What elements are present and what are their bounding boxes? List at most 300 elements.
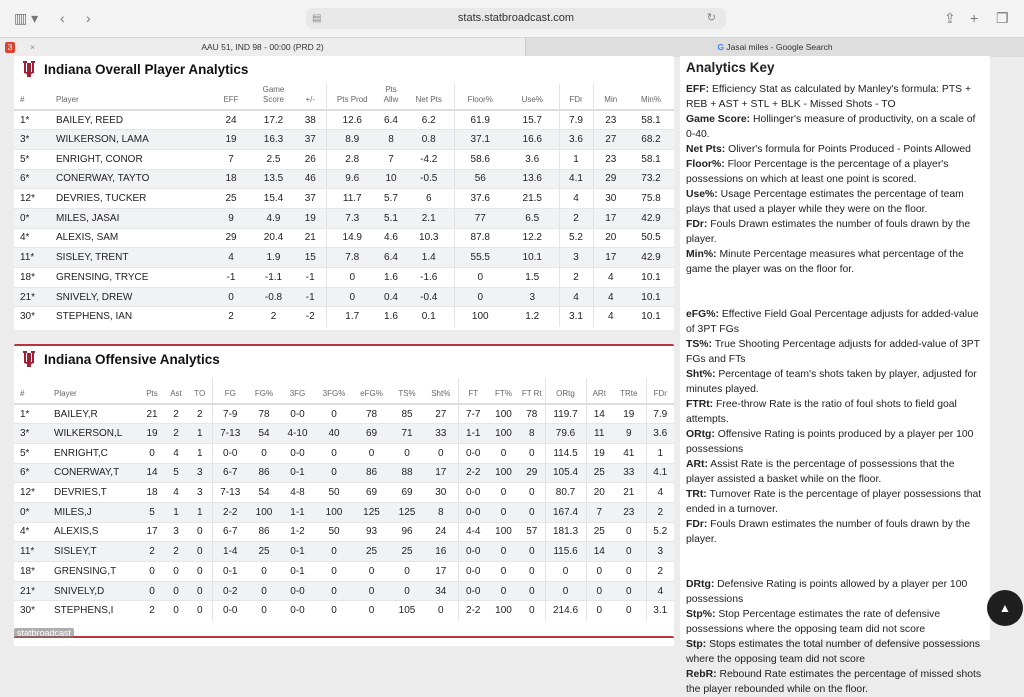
stat-cell: 7 (586, 502, 612, 522)
key-definition: True Shooting Percentage adjusts for added-value of 3PT FGs and FTs (686, 339, 980, 365)
stat-cell: 1.9 (252, 248, 295, 268)
tab-game[interactable] (0, 38, 525, 57)
player-name: BAILEY,R (48, 404, 140, 424)
stat-cell: 4.6 (378, 228, 404, 248)
stat-cell: 58.1 (628, 110, 674, 130)
key-definition: Effective Field Goal Percentage adjusts for added-value of 3PT FGs (686, 309, 979, 335)
stat-cell: 5.2 (559, 228, 593, 248)
stat-cell: 0 (488, 443, 519, 463)
player-row[interactable] (14, 130, 674, 150)
section-title: Indiana Overall Player Analytics (44, 61, 249, 77)
stat-cell: 38 (295, 110, 326, 130)
player-row[interactable] (14, 601, 674, 621)
stat-cell: 7-13 (212, 483, 248, 503)
key-definition: Free-throw Rate is the ratio of foul shots to field goal attempts. (686, 399, 957, 425)
stat-cell: 14 (586, 542, 612, 562)
stat-cell: 4.1 (559, 169, 593, 189)
player-name: SISLEY,T (48, 542, 140, 562)
stat-cell: 58.6 (454, 149, 506, 169)
player-row[interactable] (14, 208, 674, 228)
stat-cell: 0 (210, 287, 252, 307)
stat-cell: 21 (295, 228, 326, 248)
column-header[interactable]: 3FG% (315, 378, 353, 404)
stat-cell: 18 (140, 483, 164, 503)
share-icon[interactable]: ⇪ (944, 10, 956, 26)
stat-cell: 78 (353, 404, 390, 424)
jersey-number: 21* (14, 287, 50, 307)
stat-cell: 0-1 (280, 463, 315, 483)
stat-cell: 29 (519, 463, 545, 483)
stat-cell: 0 (586, 562, 612, 582)
column-header[interactable]: FG (212, 378, 248, 404)
stat-cell: 1.6 (378, 307, 404, 327)
stat-cell: 0 (248, 601, 280, 621)
column-header[interactable]: EFF (210, 84, 252, 110)
column-header[interactable]: # (14, 84, 50, 110)
stat-cell: 19 (140, 424, 164, 444)
stat-cell: 0 (519, 542, 545, 562)
stat-cell: 9 (612, 424, 646, 444)
key-definition: Assist Rate is the percentage of possessions that the player assisted a basket while on the floor. (686, 459, 955, 485)
stat-cell: 3.6 (506, 149, 559, 169)
stat-cell: 4 (646, 581, 674, 601)
player-row[interactable] (14, 483, 674, 503)
stat-cell: 0 (519, 581, 545, 601)
player-row[interactable] (14, 169, 674, 189)
stat-cell: 2 (559, 208, 593, 228)
stat-cell: 105.4 (545, 463, 586, 483)
stat-cell: 100 (248, 502, 280, 522)
stat-cell: 78 (248, 404, 280, 424)
stat-cell: 37 (295, 189, 326, 209)
stat-cell: 6.2 (404, 110, 454, 130)
key-term: TRt: (686, 489, 707, 500)
stat-cell: 0 (326, 287, 378, 307)
player-row[interactable] (14, 463, 674, 483)
column-header[interactable]: FG% (248, 378, 280, 404)
tabs-overview-icon[interactable]: ❐ (996, 10, 1009, 26)
stat-cell: 0 (612, 581, 646, 601)
key-definition: Percentage of team's shots taken by player, adjusted for minutes played. (686, 369, 977, 395)
stat-cell: 3 (188, 463, 212, 483)
key-definition: Stops estimates the total number of defensive possessions where the opposing team did not score (686, 639, 980, 665)
stat-cell: 2.8 (326, 149, 378, 169)
tab-bar (0, 37, 1024, 56)
key-entry (686, 577, 984, 607)
column-header[interactable]: Use% (506, 84, 559, 110)
stat-cell: 0 (545, 581, 586, 601)
stat-cell: 12.2 (506, 228, 559, 248)
stat-cell: 0 (390, 562, 424, 582)
overall-analytics-table (14, 84, 674, 327)
stat-cell: 0-0 (458, 502, 488, 522)
stat-cell: 0 (140, 581, 164, 601)
column-header[interactable]: FT (458, 378, 488, 404)
stat-cell: 100 (488, 601, 519, 621)
column-header[interactable]: Floor% (454, 84, 506, 110)
jersey-number: 11* (14, 542, 48, 562)
stat-cell: 4 (593, 307, 628, 327)
stat-cell: 16.6 (506, 130, 559, 150)
scroll-to-top-button[interactable]: ▲ (987, 590, 1023, 626)
column-header[interactable]: TO (188, 378, 212, 404)
stat-cell: 0 (164, 581, 188, 601)
column-header[interactable]: ORtg (545, 378, 586, 404)
column-header[interactable]: FDr (559, 84, 593, 110)
stat-cell: 2 (559, 268, 593, 288)
stat-cell: 0-0 (212, 601, 248, 621)
jersey-number: 0* (14, 502, 48, 522)
stat-cell: 30 (593, 189, 628, 209)
key-entry (686, 487, 984, 517)
key-entry (686, 157, 984, 187)
player-row[interactable] (14, 248, 674, 268)
column-header[interactable]: Sht% (424, 378, 458, 404)
stat-cell: 0 (612, 562, 646, 582)
stat-cell: 2 (646, 562, 674, 582)
stat-cell: 1.4 (404, 248, 454, 268)
tab-google-search[interactable] (525, 38, 1024, 57)
stat-cell: 12.6 (326, 110, 378, 130)
stat-cell: 114.5 (545, 443, 586, 463)
stat-cell: 0-0 (458, 581, 488, 601)
reload-icon[interactable]: ↻ (706, 12, 716, 24)
stat-cell: 14 (586, 404, 612, 424)
player-row[interactable] (14, 228, 674, 248)
stat-cell: 17 (424, 463, 458, 483)
stat-cell: 3 (506, 287, 559, 307)
stat-cell: 0 (390, 443, 424, 463)
stat-cell: 17 (593, 208, 628, 228)
stat-cell: -0.5 (404, 169, 454, 189)
stat-cell: -1 (295, 268, 326, 288)
key-definition: Defensive Rating is points allowed by a player per 100 possessions (686, 579, 968, 605)
key-definition: Efficiency Stat as calculated by Manley's formula: PTS + REB + AST + STL + BLK - Missed Shots - TO (686, 84, 972, 110)
player-name: SNIVELY,D (48, 581, 140, 601)
stat-cell: 5.7 (378, 189, 404, 209)
stat-cell: 19 (295, 208, 326, 228)
stat-cell: 2 (646, 502, 674, 522)
player-name: ALEXIS,S (48, 522, 140, 542)
stat-cell: 119.7 (545, 404, 586, 424)
stat-cell: 1-1 (458, 424, 488, 444)
stat-cell: 0 (424, 443, 458, 463)
stat-cell: 21 (140, 404, 164, 424)
stat-cell: 10.1 (628, 268, 674, 288)
stat-cell: -2 (295, 307, 326, 327)
column-header[interactable]: Pts (140, 378, 164, 404)
stat-cell: 14.9 (326, 228, 378, 248)
stat-cell: 5.2 (646, 522, 674, 542)
stat-cell: 0 (519, 443, 545, 463)
key-definition: Fouls Drawn estimates the number of fouls drawn by the player. (686, 219, 971, 245)
key-term: EFF: (686, 84, 710, 95)
jersey-number: 21* (14, 581, 48, 601)
stat-cell: 19 (586, 443, 612, 463)
jersey-number: 5* (14, 149, 50, 169)
stat-cell: 0-0 (458, 542, 488, 562)
column-header[interactable]: Min (593, 84, 628, 110)
stat-cell: 4.1 (646, 463, 674, 483)
stat-cell: 69 (353, 424, 390, 444)
stat-cell: 1 (164, 502, 188, 522)
stat-cell: 26 (295, 149, 326, 169)
stat-cell: 15 (295, 248, 326, 268)
stat-cell: 7-7 (458, 404, 488, 424)
stat-cell: 0 (519, 601, 545, 621)
stat-cell: 0-0 (212, 443, 248, 463)
stat-cell: 1.7 (326, 307, 378, 327)
stat-cell: 4 (210, 248, 252, 268)
stat-cell: 0 (164, 562, 188, 582)
stat-cell: 1 (188, 502, 212, 522)
column-header[interactable]: # (14, 378, 48, 404)
stat-cell: 4 (593, 268, 628, 288)
player-name: STEPHENS, IAN (50, 307, 210, 327)
player-row[interactable] (14, 307, 674, 327)
column-header[interactable]: Pts Allw (378, 84, 404, 110)
stat-cell: 8 (424, 502, 458, 522)
key-definition: Rebound Rate estimates the percentage of missed shots the player rebounded while on the floor. (686, 669, 982, 695)
player-name: DEVRIES, TUCKER (50, 189, 210, 209)
key-definition: Floor Percentage is the percentage of a player's possessions on which at least one point is scored. (686, 159, 949, 185)
column-header[interactable]: FT Rt (519, 378, 545, 404)
stat-cell: 40 (315, 424, 353, 444)
player-row[interactable] (14, 562, 674, 582)
player-row[interactable] (14, 287, 674, 307)
key-term: Stp: (686, 639, 707, 650)
jersey-number: 6* (14, 169, 50, 189)
stat-cell: 7.9 (646, 404, 674, 424)
stat-cell: 77 (454, 208, 506, 228)
player-name: ALEXIS, SAM (50, 228, 210, 248)
stat-cell: 5.1 (378, 208, 404, 228)
stat-cell: 0 (353, 601, 390, 621)
address-bar[interactable] (306, 8, 726, 29)
jersey-number: 0* (14, 208, 50, 228)
stat-cell: 3 (646, 542, 674, 562)
stat-cell: 25 (353, 542, 390, 562)
stat-cell: 56 (454, 169, 506, 189)
column-header[interactable]: 3FG (280, 378, 315, 404)
player-row[interactable] (14, 424, 674, 444)
stat-cell: 0 (248, 562, 280, 582)
stat-cell: 20 (586, 483, 612, 503)
player-row[interactable] (14, 404, 674, 424)
column-header[interactable]: Pts Prod (326, 84, 378, 110)
stat-cell: 87.8 (454, 228, 506, 248)
stat-cell: 6.4 (378, 248, 404, 268)
stat-cell: 25 (390, 542, 424, 562)
stat-cell: 42.9 (628, 208, 674, 228)
jersey-number: 12* (14, 483, 48, 503)
column-header[interactable]: Player (50, 84, 210, 110)
stat-cell: 6-7 (212, 522, 248, 542)
player-row[interactable] (14, 149, 674, 169)
stat-cell: 0-0 (458, 443, 488, 463)
stat-cell: 0 (454, 287, 506, 307)
player-name: WILKERSON,L (48, 424, 140, 444)
stat-cell: 10.3 (404, 228, 454, 248)
stat-cell: 13.6 (506, 169, 559, 189)
stat-cell: 57 (519, 522, 545, 542)
player-name: SNIVELY, DREW (50, 287, 210, 307)
stat-cell: 4-4 (458, 522, 488, 542)
column-header[interactable]: TS% (390, 378, 424, 404)
player-name: CONERWAY, TAYTO (50, 169, 210, 189)
player-row[interactable] (14, 268, 674, 288)
tab-title: AAU 51, IND 98 - 00:00 (PRD 2) (201, 42, 324, 52)
player-row[interactable] (14, 522, 674, 542)
stat-cell: 0 (612, 601, 646, 621)
player-name: DEVRIES,T (48, 483, 140, 503)
stat-cell: 23 (593, 110, 628, 130)
player-row[interactable] (14, 542, 674, 562)
stat-cell: 69 (353, 483, 390, 503)
key-definition: Usage Percentage estimates the percentage of team plays that used a player while they were on the floor. (686, 189, 964, 215)
stat-cell: 15.7 (506, 110, 559, 130)
jersey-number: 11* (14, 248, 50, 268)
column-header[interactable]: FDr (646, 378, 674, 404)
stat-cell: 24 (210, 110, 252, 130)
player-row[interactable] (14, 502, 674, 522)
stat-cell: 0 (315, 542, 353, 562)
jersey-number: 18* (14, 562, 48, 582)
column-header[interactable]: Ast (164, 378, 188, 404)
page-icon: ▤ (312, 13, 322, 24)
stat-cell: 181.3 (545, 522, 586, 542)
stat-cell: 0 (390, 581, 424, 601)
stat-cell: 0 (315, 581, 353, 601)
jersey-number: 12* (14, 189, 50, 209)
stat-cell: -4.2 (404, 149, 454, 169)
back-icon[interactable]: ‹ (60, 10, 65, 26)
stat-cell: 54 (248, 424, 280, 444)
stat-cell: 0 (188, 542, 212, 562)
stat-cell: 16 (424, 542, 458, 562)
stat-cell: 78 (519, 404, 545, 424)
stat-cell: 17 (593, 248, 628, 268)
stat-cell: 86 (248, 522, 280, 542)
stat-cell: 3 (188, 483, 212, 503)
stat-cell: 100 (315, 502, 353, 522)
column-header[interactable]: Min% (628, 84, 674, 110)
column-header[interactable]: Game Score (252, 84, 295, 110)
key-entry (686, 607, 984, 637)
stat-cell: 0 (188, 601, 212, 621)
jersey-number: 3* (14, 130, 50, 150)
column-header[interactable]: +/- (295, 84, 326, 110)
key-entry (686, 667, 984, 697)
spacer (686, 277, 984, 307)
indiana-logo-icon (22, 350, 36, 368)
stat-cell: 0-0 (280, 443, 315, 463)
new-tab-icon[interactable]: + (970, 10, 979, 26)
player-name: ENRIGHT,C (48, 443, 140, 463)
url-text: stats.statbroadcast.com (457, 12, 575, 24)
player-row[interactable] (14, 581, 674, 601)
stat-cell: 3 (559, 248, 593, 268)
stat-cell: -0.8 (252, 287, 295, 307)
stat-cell: 37.1 (454, 130, 506, 150)
key-term: Sht%: (686, 369, 716, 380)
stat-cell: 1.5 (506, 268, 559, 288)
close-tab-icon[interactable]: × (30, 42, 35, 52)
stat-cell: 88 (390, 463, 424, 483)
sidebar-toggle-icon[interactable]: ▥ ▾ (14, 10, 39, 26)
column-header[interactable]: ARt (586, 378, 612, 404)
column-header[interactable]: Net Pts (404, 84, 454, 110)
forward-icon[interactable]: › (86, 10, 91, 26)
stat-cell: -1.6 (404, 268, 454, 288)
stat-cell: 214.6 (545, 601, 586, 621)
stat-cell: 8 (519, 424, 545, 444)
stat-cell: 1 (188, 443, 212, 463)
stat-cell: 29 (210, 228, 252, 248)
stat-cell: 0-1 (212, 562, 248, 582)
column-header[interactable]: FT% (488, 378, 519, 404)
stat-cell: 6.4 (378, 110, 404, 130)
player-name: SISLEY, TRENT (50, 248, 210, 268)
stat-cell: 37 (295, 130, 326, 150)
stat-cell: 2.5 (252, 149, 295, 169)
stat-cell: 0 (488, 581, 519, 601)
player-row[interactable] (14, 189, 674, 209)
stat-cell: 86 (353, 463, 390, 483)
stat-cell: 7.8 (326, 248, 378, 268)
stat-cell: 41 (612, 443, 646, 463)
player-name: BAILEY, REED (50, 110, 210, 130)
stat-cell: 1 (646, 443, 674, 463)
stat-cell: 27 (593, 130, 628, 150)
key-entry (686, 427, 984, 457)
stat-cell: 21.5 (506, 189, 559, 209)
key-definition: Hollinger's measure of productivity, on a scale of 0-40. (686, 114, 976, 140)
stat-cell: 10.1 (628, 287, 674, 307)
stat-cell: 85 (390, 404, 424, 424)
jersey-number: 18* (14, 268, 50, 288)
column-header[interactable]: TRte (612, 378, 646, 404)
stat-cell: 2.1 (404, 208, 454, 228)
key-definition: Stop Percentage estimates the rate of defensive possessions where the opposing team did not score (686, 609, 941, 635)
player-name: GRENSING, TRYCE (50, 268, 210, 288)
key-entry (686, 337, 984, 367)
stat-cell: 71 (390, 424, 424, 444)
key-term: ORtg: (686, 429, 715, 440)
stat-cell: -1 (210, 268, 252, 288)
stat-cell: 1 (188, 424, 212, 444)
player-row[interactable] (14, 443, 674, 463)
jersey-number: 4* (14, 522, 48, 542)
stat-cell: 2 (188, 404, 212, 424)
stat-cell: 75.8 (628, 189, 674, 209)
player-row[interactable] (14, 110, 674, 130)
column-header[interactable]: Player (48, 378, 140, 404)
stat-cell: 4 (164, 443, 188, 463)
offensive-analytics-card (14, 344, 674, 640)
column-header[interactable]: eFG% (353, 378, 390, 404)
stat-cell: 68.2 (628, 130, 674, 150)
stat-cell: 10 (378, 169, 404, 189)
stat-cell: 20 (593, 228, 628, 248)
stat-cell: 24 (424, 522, 458, 542)
key-term: Floor%: (686, 159, 725, 170)
stat-cell: 0 (454, 268, 506, 288)
stat-cell: 0 (488, 542, 519, 562)
stat-cell: 100 (488, 522, 519, 542)
stat-cell: 2 (210, 307, 252, 327)
stat-cell: 27 (424, 404, 458, 424)
